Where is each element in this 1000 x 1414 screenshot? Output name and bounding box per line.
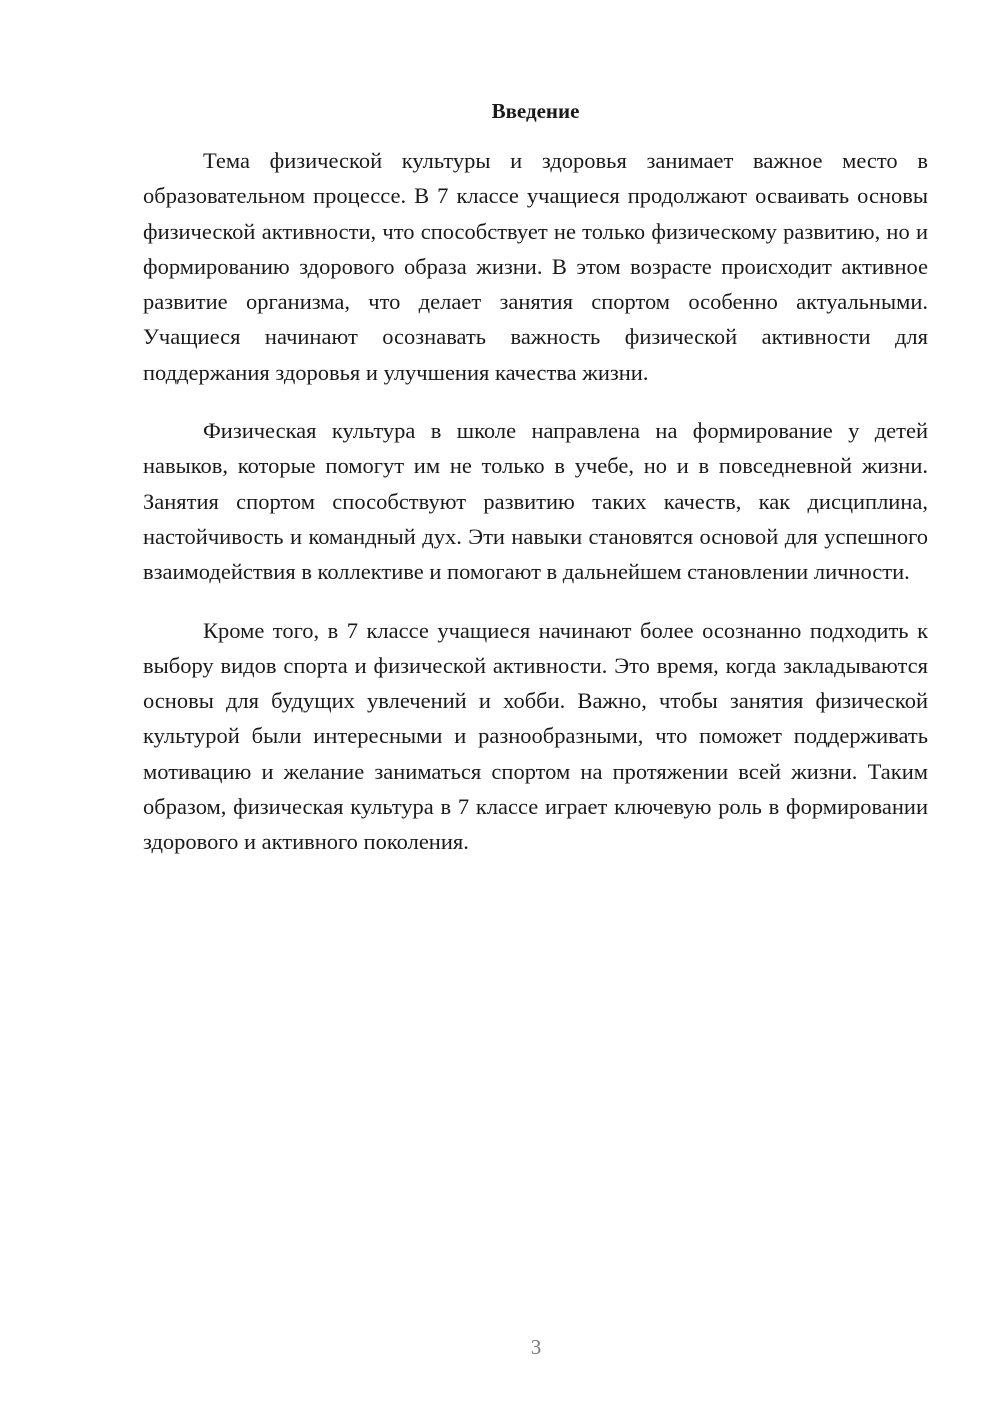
paragraph-3: Кроме того, в 7 классе учащиеся начинают более осознанно подходить к выбору видов спорта и физической активности. Это время, когда закладываются основы для будущих увлечений и хобби. Важно, чтобы занятия физической культурой были интересными и разнообразными, что поможет поддерживать мотивацию и желание заниматься спортом на протяжении всей жизни. Таким образом, физическая культура в 7 классе играет ключевую роль в формировании здорового и активного поколения.	[143, 617, 928, 855]
section-heading: Введение	[491, 99, 580, 123]
document-body	[143, 143, 928, 883]
page-number: 3	[530, 1335, 542, 1359]
paragraph-2: Физическая культура в школе направлена на формирование у детей навыков, которые помогут им не только в учебе, но и в повседневной жизни. Занятия спортом способствуют развитию таких качеств, как дисциплина, настойчивость и командный дух. Эти навыки становятся основой для успешного взаимодействия в коллективе и помогают в дальнейшем становлении личности.	[143, 418, 928, 585]
paragraph-1: Тема физической культуры и здоровья занимает важное место в образовательном процессе. В 7 классе учащиеся продолжают осваивать основы физической активности, что способствует не только физическому развитию, но и формированию здорового образа жизни. В этом возрасте происходит активное развитие организма, что делает занятия спортом особенно актуальными. Учащиеся начинают осознавать важность физической активности для поддержания здоровья и улучшения качества жизни.	[143, 148, 928, 385]
